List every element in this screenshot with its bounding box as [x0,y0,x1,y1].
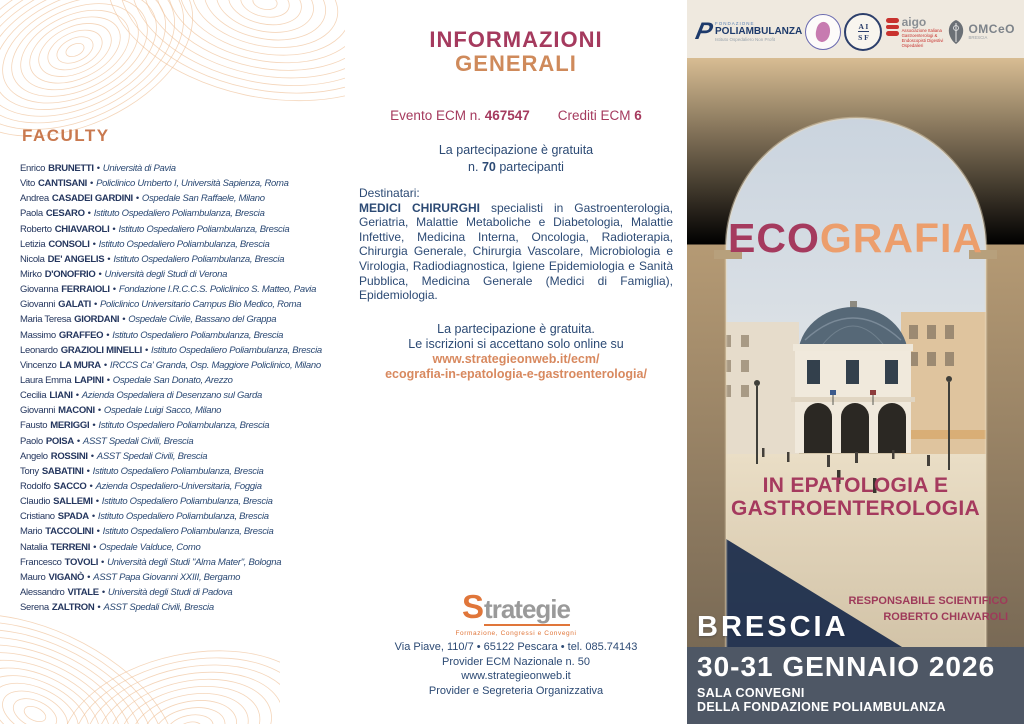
scientific-director-block [848,593,1008,625]
aigo-name: aigo [901,15,927,29]
member-affiliation: Istituto Ospedaliero Poliambulanza, Brescia [101,496,273,508]
bullet-separator: • [112,223,116,235]
member-last-name: SPADA [57,511,89,523]
bullet-separator: • [122,314,126,326]
faculty-member-row [20,570,345,585]
member-last-name: POISA [45,435,74,447]
member-affiliation: Istituto Ospedaliero Poliambulanza, Brescia [113,253,285,265]
member-affiliation: ASST Spedali Civili, Brescia [82,435,194,447]
member-affiliation: Azienda Ospedaliera di Desenzano sul Garda [81,390,262,402]
member-affiliation: Policlinico Universitario Campus Bio Medico, Roma [100,299,302,311]
participants-pre: n. [468,160,482,174]
faculty-member-row [20,509,345,524]
ecm-event-line [345,108,687,123]
member-last-name: DE' ANGELIS [47,253,105,265]
bullet-separator: • [95,496,99,508]
faculty-member-row [20,403,345,418]
member-last-name: SALLEMI [53,496,93,508]
faculty-member-row [20,222,345,237]
event-title [687,215,1024,262]
member-affiliation: Ospedale Valduce, Como [99,541,201,553]
bullet-separator: • [86,465,90,477]
registration-url-line1: www.strategieonweb.it/ecm/ [432,352,600,366]
faculty-member-row [20,600,345,615]
member-first-name: Mirko [20,268,42,280]
poliambulanza-subtitle: Istituto Ospedaliero Non Profit [715,37,776,42]
member-last-name: FERRAIOLI [61,284,110,296]
faculty-member-row [20,328,345,343]
member-affiliation: Università degli Studi di Padova [107,586,233,598]
member-affiliation: Istituto Ospedaliero Poliambulanza, Brescia [102,526,274,538]
event-subtitle-line1: IN EPATOLOGIA E [762,474,949,497]
omceo-subtitle: BRESCIA [968,35,988,41]
member-last-name: TACCOLINI [45,526,94,538]
faculty-panel [0,0,345,724]
bullet-separator: • [93,299,97,311]
omceo-logo [946,19,1015,45]
bullet-separator: • [93,541,97,553]
aigo-logo [886,16,944,48]
aisf-letters-bottom: S F [858,33,869,42]
member-last-name: SACCO [53,480,87,492]
bullet-separator: • [89,480,93,492]
member-first-name: Massimo [20,329,56,341]
member-affiliation: Istituto Ospedaliero Poliambulanza, Brescia [97,511,269,523]
event-venue [697,686,1014,714]
member-first-name: Fausto [20,420,48,432]
member-affiliation: Ospedale Civile, Bassano del Grappa [128,314,277,326]
faculty-member-row [20,555,345,570]
member-first-name: Angelo [20,450,48,462]
member-last-name: LA MURA [59,359,101,371]
faculty-member-row [20,418,345,433]
registration-block [345,322,687,382]
member-first-name: Giovanni [20,405,56,417]
member-affiliation: Istituto Ospedaliero Poliambulanza, Brescia [98,238,270,250]
faculty-member-row [20,479,345,494]
member-last-name: TERRENI [50,541,91,553]
member-last-name: ZALTRON [51,602,95,614]
member-first-name: Paolo [20,435,43,447]
bullet-separator: • [144,344,149,356]
faculty-member-row [20,282,345,297]
bullet-separator: • [106,329,110,341]
member-first-name: Mauro [20,571,46,583]
provider-address: Via Piave, 110/7 • 65122 Pescara • tel. 085.74143 [394,641,638,653]
info-title-line1: INFORMAZIONI [429,27,603,52]
bullet-separator: • [91,511,95,523]
member-first-name: Serena [20,602,49,614]
ecm-event-label: Evento ECM n. [390,108,485,123]
member-affiliation: Università degli Studi "Alma Mater", Bologna [107,556,282,568]
member-affiliation: Ospedale San Donato, Arezzo [112,374,233,386]
poliambulanza-p-icon: P [693,18,715,45]
poliambulanza-name: POLIAMBULANZA [715,26,803,37]
member-affiliation: Azienda Ospedaliero-Universitaria, Foggia [95,480,262,492]
faculty-member-row [20,358,345,373]
registration-line2: Le iscrizioni si accettano solo online su [408,337,624,351]
member-last-name: GRAZIOLI MINELLI [60,344,142,356]
provider-website: www.strategieonweb.it [461,670,571,682]
faculty-member-row [20,297,345,312]
member-last-name: CONSOLI [48,238,90,250]
bullet-separator: • [92,420,96,432]
faculty-member-row [20,464,345,479]
bullet-separator: • [101,586,105,598]
bullet-separator: • [97,602,101,614]
member-affiliation: ASST Papa Giovanni XXIII, Bergamo [93,571,241,583]
member-first-name: Cecilia [20,390,47,402]
faculty-member-row [20,267,345,282]
member-affiliation: Istituto Ospedaliero Poliambulanza, Brescia [118,223,290,235]
ecm-credits-value: 6 [634,108,642,123]
bullet-separator: • [97,405,101,417]
general-info-panel [345,0,687,724]
strategie-s: S [462,588,485,625]
bullet-separator: • [112,284,116,296]
faculty-member-row [20,524,345,539]
member-first-name: Roberto [20,223,52,235]
faculty-list [20,161,345,615]
member-last-name: CESARO [45,208,85,220]
strategie-tagline: Formazione, Congressi e Convegni [455,630,577,637]
ecm-event-number: 467547 [484,108,530,123]
venue-line2: DELLA FONDAZIONE POLIAMBULANZA [697,700,946,714]
member-first-name: Vito [20,178,35,190]
ecm-credits-label: Crediti ECM [557,108,635,123]
faculty-member-row [20,434,345,449]
member-first-name: Rodolfo [20,480,51,492]
fondazione-poliambulanza-logo [693,18,803,46]
bullet-separator: • [106,374,110,386]
epatologi-club-seal-icon [805,14,841,50]
member-last-name: LAPINI [74,374,104,386]
destinatari-text: specialisti in Gastroenterologia, Geriatria, Malattie Metaboliche e Diabetologia, Malattie Infettive, Medicina Interna, Oncologia, Radioterapia, Chirurgia Generale, Chirurgia Vascolare, Microbiologia e Virologia, Radiodiagnostica, Igiene Epidemiologia e Sanità Pubblica, Medicina Generale (Medici di Famiglia), Epidemiologia. [359,200,673,303]
member-last-name: TOVOLI [64,556,99,568]
bullet-separator: • [107,253,111,265]
destinatari-paragraph [359,186,673,303]
member-last-name: GIORDANI [74,314,120,326]
member-first-name: Enrico [20,163,46,174]
aisf-letters-top: A I [858,22,869,31]
bullet-separator: • [135,193,139,205]
destinatari-bold: MEDICI CHIRURGHI [359,200,480,215]
member-affiliation: Istituto Ospedaliero Poliambulanza, Brescia [93,208,265,220]
member-last-name: MERIGGI [50,420,90,432]
bullet-separator: • [96,526,100,538]
event-date-venue-band [687,647,1024,724]
destinatari-label: Destinatari: [359,186,420,200]
registration-url-line2: ecografia-in-epatologia-e-gastroenterologia/ [385,367,647,381]
member-last-name: MACONI [58,405,95,417]
member-affiliation: Ospedale San Raffaele, Milano [141,193,265,205]
bullet-separator: • [96,163,100,174]
member-first-name: Vincenzo [20,359,57,371]
faculty-member-row [20,373,345,388]
member-affiliation: IRCCS Ca' Granda, Osp. Maggiore Policlinico, Milano [109,359,321,371]
event-subtitle-line2: GASTROENTEROLOGIA [731,497,980,520]
provider-line4: Provider e Segreteria Organizzativa [428,684,604,697]
info-title-line2: GENERALI [455,51,577,76]
member-affiliation: Istituto Ospedaliero Poliambulanza, Brescia [151,344,322,356]
faculty-member-row [20,540,345,555]
poliambulanza-top-label: FONDAZIONE [715,20,755,26]
member-first-name: Tony [20,465,39,477]
participants-post: partecipanti [495,160,564,174]
member-last-name: ROSSINI [50,450,88,462]
event-title-eco: ECO [727,215,820,261]
member-affiliation: Istituto Ospedaliero Poliambulanza, Brescia [112,329,284,341]
bullet-separator: • [87,208,91,220]
strategie-logo [345,588,687,637]
member-last-name: SABATINI [41,465,84,477]
strategie-rest: trategie [484,594,570,624]
member-affiliation: Istituto Ospedaliero Poliambulanza, Brescia [98,420,270,432]
member-last-name: CASADEI GARDINI [51,193,133,205]
member-last-name: CHIAVAROLI [54,223,110,235]
participation-block [345,142,687,176]
faculty-heading: FACULTY [22,126,110,145]
member-first-name: Alessandro [20,586,65,598]
aigo-icon [886,18,899,36]
member-affiliation: Università degli Studi di Verona [104,268,228,280]
event-date: 30-31 GENNAIO 2026 [697,651,996,682]
member-last-name: BRUNETTI [48,163,94,174]
event-title-grafia: GRAFIA [819,215,983,261]
aisf-logo [844,13,882,51]
faculty-member-row [20,206,345,221]
epatologi-ospedalieri-club-logo [805,14,841,50]
aigo-sub2: Gastroenterologi & [901,33,938,38]
member-first-name: Laura Emma [20,374,72,386]
member-affiliation: Università di Pavia [102,163,176,174]
bullet-separator: • [90,450,94,462]
aigo-sub3: Endoscopisti Digestivi [901,38,944,43]
partner-logos-row [691,6,1020,58]
faculty-member-row [20,388,345,403]
member-affiliation: Policlinico Umberto I, Università Sapienza, Roma [96,178,289,190]
member-last-name: VIGANÒ [48,571,85,583]
member-first-name: Giovanna [20,284,59,296]
bullet-separator: • [98,268,102,280]
faculty-member-row [20,585,345,600]
info-title [345,28,687,76]
member-first-name: Claudio [20,496,51,508]
member-first-name: Natalia [20,541,48,553]
italy-map-icon [814,21,833,44]
member-last-name: CANTISANI [38,178,88,190]
provider-line2: Provider ECM Nazionale n. 50 [442,655,590,668]
faculty-member-row [20,312,345,327]
faculty-member-row [20,343,345,358]
member-affiliation: ASST Spedali Civili, Brescia [96,450,208,462]
cover-panel [687,0,1024,724]
member-first-name: Nicola [20,253,45,265]
member-last-name: GALATI [58,299,91,311]
bullet-separator: • [103,359,107,371]
member-first-name: Giovanni [20,299,56,311]
provider-address-block [345,640,687,698]
strategie-wordmark [462,588,570,629]
member-first-name: Maria Teresa [20,314,72,326]
venue-line1: SALA CONVEGNI [697,686,805,700]
member-first-name: Cristiano [20,511,55,523]
registration-line1: La partecipazione è gratuita. [437,322,595,336]
participants-count: 70 [481,160,496,174]
member-first-name: Leonardo [20,344,58,356]
bullet-separator: • [75,390,79,402]
member-last-name: VITALE [67,586,99,598]
aigo-sub4: Ospedalieri [901,43,924,48]
aigo-sub1: Associazione Italiana [901,28,942,33]
faculty-member-row [20,161,345,176]
member-first-name: Andrea [20,193,49,205]
member-affiliation: Ospedale Luigi Sacco, Milano [103,405,222,417]
city-label: BRESCIA [697,611,849,643]
member-last-name: LIANI [49,390,73,402]
scientific-director-name: ROBERTO CHIAVAROLI [883,611,1008,623]
faculty-member-row [20,252,345,267]
faculty-member-row [20,176,345,191]
faculty-member-row [20,191,345,206]
faculty-member-row [20,237,345,252]
scientific-director-label: RESPONSABILE SCIENTIFICO [848,595,1008,607]
member-last-name: GRAFFEO [58,329,104,341]
member-affiliation: Fondazione I.R.C.C.S. Policlinico S. Matteo, Pavia [118,284,317,296]
eagle-caduceus-icon [946,19,966,45]
member-affiliation: ASST Spedali Civili, Brescia [103,602,214,614]
bullet-separator: • [101,556,105,568]
faculty-member-row [20,449,345,464]
member-first-name: Francesco [20,556,62,568]
bullet-separator: • [87,571,91,583]
event-subtitle [687,474,1024,520]
bullet-separator: • [76,435,80,447]
bullet-separator: • [90,178,94,190]
member-affiliation: Istituto Ospedaliero Poliambulanza, Brescia [92,465,264,477]
bullet-separator: • [92,238,96,250]
member-first-name: Paola [20,208,43,220]
participation-line1: La partecipazione è gratuita [438,143,594,157]
member-first-name: Mario [20,526,43,538]
omceo-name: OMCeO [968,22,1015,37]
member-first-name: Letizia [20,238,46,250]
faculty-member-row [20,494,345,509]
member-last-name: D'ONOFRIO [44,268,96,280]
aisf-seal-icon [844,13,882,51]
